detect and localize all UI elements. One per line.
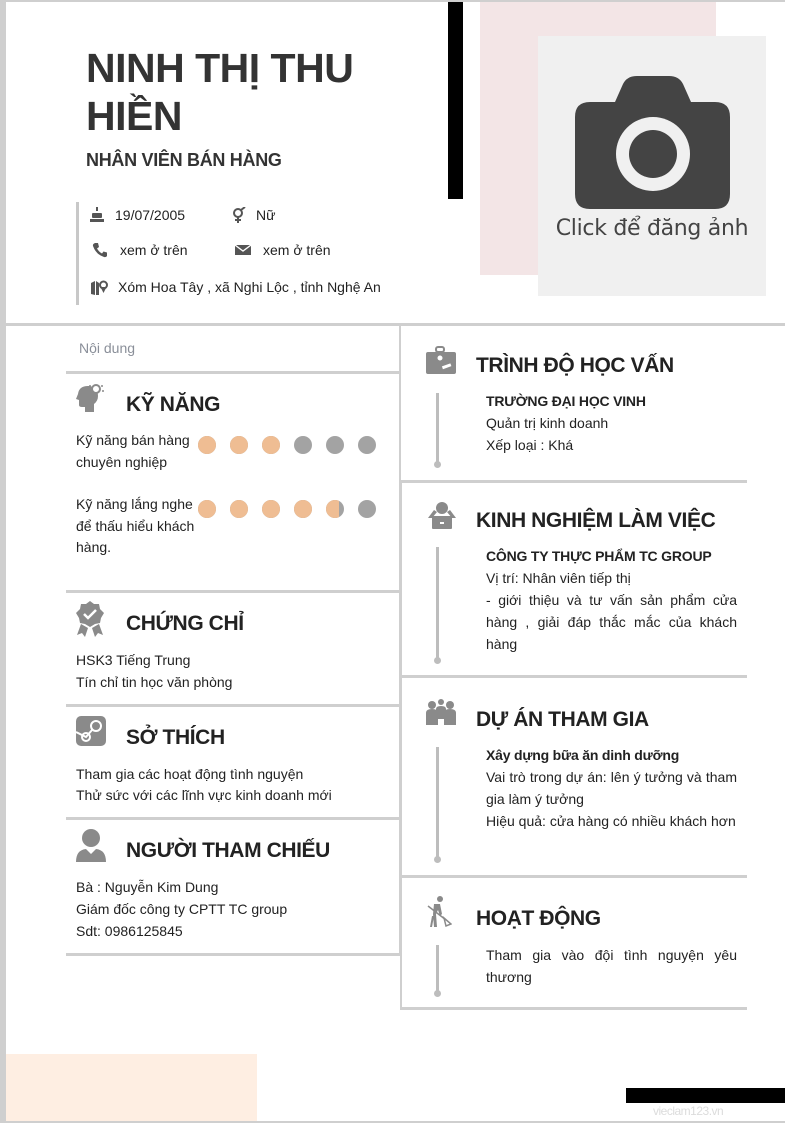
job-description: - giới thiệu và tư vấn sản phẩm cửa hàng , giải đáp thắc mắc của khách hàng	[486, 592, 737, 652]
reference-line[interactable]: Sdt: 0986125845	[76, 923, 183, 939]
project-details[interactable]	[486, 744, 737, 832]
rating-dot	[230, 436, 248, 454]
hobbies-title[interactable]: SỞ THÍCH	[126, 726, 225, 749]
projects-title[interactable]: DỰ ÁN THAM GIA	[476, 708, 649, 731]
reference-line[interactable]: Giám đốc công ty CPTT TC group	[76, 901, 288, 917]
hobby-item[interactable]: Thử sức với các lĩnh vực kinh doanh mới	[76, 787, 332, 803]
watermark: vieclam123.vn	[653, 1104, 724, 1118]
skill-2-rating[interactable]	[198, 500, 376, 518]
divider	[401, 675, 747, 678]
candidate-name[interactable]: NINH THỊ THU HIỀN	[86, 45, 354, 139]
photo-upload-button[interactable]	[538, 36, 766, 296]
decor-black-bar-bottom	[626, 1088, 785, 1103]
email-row[interactable]	[235, 242, 331, 258]
divider	[66, 953, 400, 956]
experience-details[interactable]	[486, 545, 737, 655]
divider-header	[6, 323, 785, 326]
skill-1-rating[interactable]	[198, 436, 376, 454]
rating-dot	[358, 500, 376, 518]
certificates-title[interactable]: CHỨNG CHỈ	[126, 612, 244, 635]
birthday-value: 19/07/2005	[115, 207, 186, 223]
steam-icon	[76, 716, 106, 746]
rating-dot	[358, 436, 376, 454]
rating-dot	[326, 500, 344, 518]
rating-dot	[294, 436, 312, 454]
rating-dot	[230, 500, 248, 518]
email-value: xem ở trên	[263, 242, 331, 258]
cv-page	[6, 2, 785, 1121]
gender-icon	[232, 207, 246, 223]
job-title[interactable]: NHÂN VIÊN BÁN HÀNG	[86, 150, 282, 170]
divider	[66, 371, 400, 374]
rating-dot	[294, 500, 312, 518]
gender-row[interactable]	[232, 207, 275, 223]
person-icon	[76, 828, 106, 862]
rating-dot	[326, 436, 344, 454]
rating-dot	[198, 436, 216, 454]
briefcase-icon	[426, 346, 456, 376]
address-value: Xóm Hoa Tây , xã Nghi Lộc , tỉnh Nghệ An	[118, 279, 381, 295]
rating-dot	[198, 500, 216, 518]
phone-icon	[92, 242, 108, 258]
grade: Xếp loại : Khá	[486, 437, 574, 453]
timeline-line	[436, 747, 439, 859]
divider	[66, 704, 400, 707]
person-laptop-icon	[426, 502, 458, 530]
reference-line[interactable]: Bà : Nguyễn Kim Dung	[76, 879, 219, 895]
phone-value: xem ở trên	[120, 242, 188, 258]
activities-title[interactable]: HOẠT ĐỘNG	[476, 907, 601, 930]
volunteer-sweeping-icon	[426, 896, 452, 928]
project-name: Xây dựng bữa ăn dinh dưỡng	[486, 747, 680, 763]
rating-dot	[262, 500, 280, 518]
camera-icon	[575, 76, 730, 211]
divider	[401, 1007, 747, 1010]
photo-upload-label: Click để đăng ảnh	[555, 216, 749, 241]
education-details[interactable]	[486, 390, 737, 456]
phone-row[interactable]	[92, 242, 188, 258]
timeline-line	[436, 547, 439, 660]
certificate-item[interactable]: HSK3 Tiếng Trung	[76, 652, 191, 668]
timeline-line	[436, 945, 439, 993]
email-icon	[235, 244, 251, 256]
map-location-icon	[91, 279, 108, 295]
skill-1-label[interactable]: Kỹ năng bán hàng chuyên nghiệp	[76, 432, 190, 470]
skills-title[interactable]: KỸ NĂNG	[126, 393, 221, 416]
personal-info	[76, 202, 436, 305]
references-title[interactable]: NGƯỜI THAM CHIẾU	[126, 839, 330, 862]
address-row[interactable]	[91, 279, 381, 295]
divider	[401, 875, 747, 878]
education-title[interactable]: TRÌNH ĐỘ HỌC VẤN	[476, 354, 674, 377]
divider	[66, 590, 400, 593]
rating-dot	[262, 436, 280, 454]
birthday-row[interactable]	[89, 207, 185, 223]
hobby-item[interactable]: Tham gia các hoạt động tình nguyện	[76, 766, 304, 782]
certificate-item[interactable]: Tín chỉ tin học văn phòng	[76, 674, 233, 690]
head-lightbulb-icon	[76, 382, 106, 412]
school-name: TRƯỜNG ĐẠI HỌC VINH	[486, 393, 646, 409]
award-badge-icon	[76, 601, 104, 637]
project-result: Hiệu quả: cửa hàng có nhiều khách hơn	[486, 813, 736, 829]
divider	[66, 817, 400, 820]
experience-title[interactable]: KINH NGHIỆM LÀM VIỆC	[476, 509, 716, 532]
decor-black-bar	[448, 2, 463, 199]
content-placeholder[interactable]: Nội dung	[79, 340, 136, 356]
activity-description[interactable]: Tham gia vào đội tình nguyện yêu thương	[486, 947, 737, 985]
major: Quản trị kinh doanh	[486, 415, 609, 431]
gender-value: Nữ	[256, 207, 276, 223]
divider-right-column	[400, 480, 402, 1010]
group-people-icon	[426, 699, 456, 727]
company-name: CÔNG TY THỰC PHẨM TC GROUP	[486, 548, 712, 564]
position: Vị trí: Nhân viên tiếp thị	[486, 570, 631, 586]
project-role: Vai trò trong dự án: lên ý tưởng và tham gia làm ý tưởng	[486, 769, 737, 807]
timeline-line	[436, 393, 439, 464]
decor-peach-block	[6, 1054, 257, 1121]
skill-2-label[interactable]: Kỹ năng lắng nghe để thấu hiểu khách hàng.	[76, 496, 195, 555]
birthday-cake-icon	[89, 207, 105, 223]
divider	[401, 480, 747, 483]
